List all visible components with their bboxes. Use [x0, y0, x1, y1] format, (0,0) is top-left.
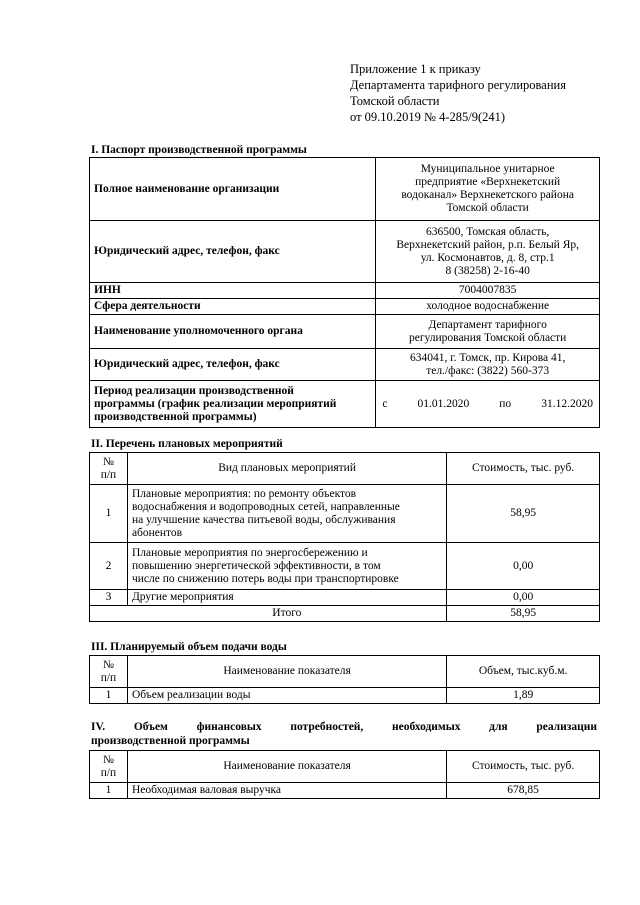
- header-name: Наименование показателя: [127, 751, 446, 783]
- table-row: [90, 543, 600, 590]
- header-num-line: п/п: [100, 468, 117, 481]
- value-line: Томской области: [446, 202, 529, 214]
- financial-table: [89, 750, 600, 799]
- row-name: Другие мероприятия: [127, 590, 446, 606]
- total-row: [90, 606, 600, 622]
- value-line: 636500, Томская область,: [425, 225, 550, 238]
- passport-value: холодное водоснабжение: [376, 299, 600, 315]
- label-line: производственной программы): [94, 410, 257, 423]
- title-word: потребностей,: [290, 721, 364, 733]
- header-num-line: №: [102, 658, 114, 671]
- value-line: Верхнекетский район, р.п. Белый Яр,: [396, 238, 579, 251]
- value-line: водоканал» Верхнекетского района: [401, 189, 574, 201]
- name-line: повышению энергетической эффективности, в том: [131, 559, 381, 572]
- passport-row: [90, 221, 600, 283]
- header-num-line: п/п: [100, 766, 117, 779]
- header-cost: Стоимость, тыс. руб.: [447, 453, 600, 485]
- title-word: IV.: [91, 721, 106, 733]
- value-line: Департамент тарифного: [428, 318, 547, 331]
- table-row: [90, 783, 600, 799]
- table-header-row: [90, 453, 600, 485]
- row-name: Объем реализации воды: [127, 688, 446, 704]
- header-num: [90, 751, 128, 783]
- header-value: Объем, тыс.куб.м.: [447, 656, 600, 688]
- document-header: [350, 61, 610, 125]
- title-word: для: [489, 721, 508, 733]
- passport-row: [90, 283, 600, 299]
- period-from-date: 01.01.2020: [417, 397, 470, 410]
- total-value: 58,95: [447, 606, 600, 622]
- row-num: 1: [90, 485, 128, 543]
- value-line: ул. Космонавтов, д. 8, стр.1: [420, 251, 555, 264]
- passport-value: [376, 349, 600, 381]
- measures-table: [89, 452, 600, 622]
- header-line-2: Департамента тарифного регулирования: [350, 78, 566, 92]
- value-line: Муниципальное унитарное: [420, 163, 555, 175]
- name-line: числе по снижению потерь воды при транспортировке: [131, 572, 399, 585]
- total-empty: [90, 606, 128, 622]
- name-line: абонентов: [131, 526, 183, 539]
- passport-label: Сфера деятельности: [90, 299, 376, 315]
- period-from-word: с: [382, 397, 388, 410]
- passport-value: [376, 315, 600, 349]
- passport-row: [90, 158, 600, 221]
- header-line-3: Томской области: [350, 94, 440, 108]
- header-num-line: п/п: [100, 671, 117, 684]
- row-cost: 58,95: [447, 485, 600, 543]
- row-value: 1,89: [447, 688, 600, 704]
- name-line: водоснабжения и водопроводных сетей, направленные: [131, 500, 400, 513]
- passport-row-period: [90, 381, 600, 428]
- row-cost: 0,00: [447, 590, 600, 606]
- row-num: 2: [90, 543, 128, 590]
- header-num: [90, 656, 128, 688]
- total-label: Итого: [127, 606, 446, 622]
- table-row: [90, 485, 600, 543]
- section-4-title: [91, 720, 597, 748]
- table-header-row: [90, 751, 600, 783]
- passport-row: [90, 349, 600, 381]
- section-4-title-line-1: [91, 720, 597, 734]
- row-name: [127, 543, 446, 590]
- passport-label: Наименование уполномоченного органа: [90, 315, 376, 349]
- period-to-word: по: [499, 397, 512, 410]
- header-num: [90, 453, 128, 485]
- name-line: на улучшение качества питьевой воды, обслуживания: [131, 513, 396, 526]
- header-num-line: №: [102, 455, 114, 468]
- period-to-date: 31.12.2020: [541, 397, 593, 410]
- period-label: [90, 381, 376, 428]
- header-name: Вид плановых мероприятий: [127, 453, 446, 485]
- title-word: реализации: [536, 721, 597, 733]
- passport-label: ИНН: [90, 283, 376, 299]
- title-word: необходимых: [391, 721, 461, 733]
- table-row: [90, 688, 600, 704]
- passport-value: 7004007835: [376, 283, 600, 299]
- passport-row: [90, 299, 600, 315]
- header-name: Наименование показателя: [127, 656, 446, 688]
- passport-label: Юридический адрес, телефон, факс: [90, 349, 376, 381]
- passport-label: Полное наименование организации: [90, 158, 376, 221]
- passport-row: [90, 315, 600, 349]
- name-line: Плановые мероприятия: по ремонту объектов: [131, 487, 357, 500]
- passport-value: [376, 221, 600, 283]
- table-header-row: [90, 656, 600, 688]
- row-num: 1: [90, 688, 128, 704]
- header-line-4: от 09.10.2019 № 4-285/9(241): [350, 110, 506, 124]
- section-1-title: I. Паспорт производственной программы: [91, 144, 307, 156]
- label-line: программы (график реализации мероприятий: [94, 397, 337, 410]
- section-4-title-line-2: производственной программы: [91, 735, 250, 747]
- volume-table: [89, 655, 600, 704]
- row-name: Необходимая валовая выручка: [127, 783, 446, 799]
- value-line: тел./факс: (3822) 560-373: [426, 364, 550, 377]
- value-line: регулирования Томской области: [408, 331, 567, 344]
- passport-label: Юридический адрес, телефон, факс: [90, 221, 376, 283]
- period-value: [376, 381, 600, 428]
- table-row: [90, 590, 600, 606]
- passport-value: [376, 158, 600, 221]
- row-value: 678,85: [447, 783, 600, 799]
- value-line: 8 (38258) 2-16-40: [445, 264, 530, 277]
- section-2-title: II. Перечень плановых мероприятий: [91, 438, 283, 450]
- row-cost: 0,00: [447, 543, 600, 590]
- value-line: предприятие «Верхнекетский: [415, 176, 561, 188]
- title-word: Объем: [133, 721, 168, 733]
- name-line: Плановые мероприятия по энергосбережению и: [131, 546, 368, 559]
- header-line-1: Приложение 1 к приказу: [350, 62, 481, 76]
- section-3-title: III. Планируемый объем подачи воды: [91, 641, 287, 653]
- row-num: 1: [90, 783, 128, 799]
- header-value: Стоимость, тыс. руб.: [447, 751, 600, 783]
- row-name: [127, 485, 446, 543]
- value-line: 634041, г. Томск, пр. Кирова 41,: [409, 351, 566, 364]
- passport-table: [89, 157, 600, 428]
- label-line: Период реализации производственной: [94, 384, 294, 397]
- title-word: финансовых: [196, 721, 262, 733]
- row-num: 3: [90, 590, 128, 606]
- header-num-line: №: [102, 753, 114, 766]
